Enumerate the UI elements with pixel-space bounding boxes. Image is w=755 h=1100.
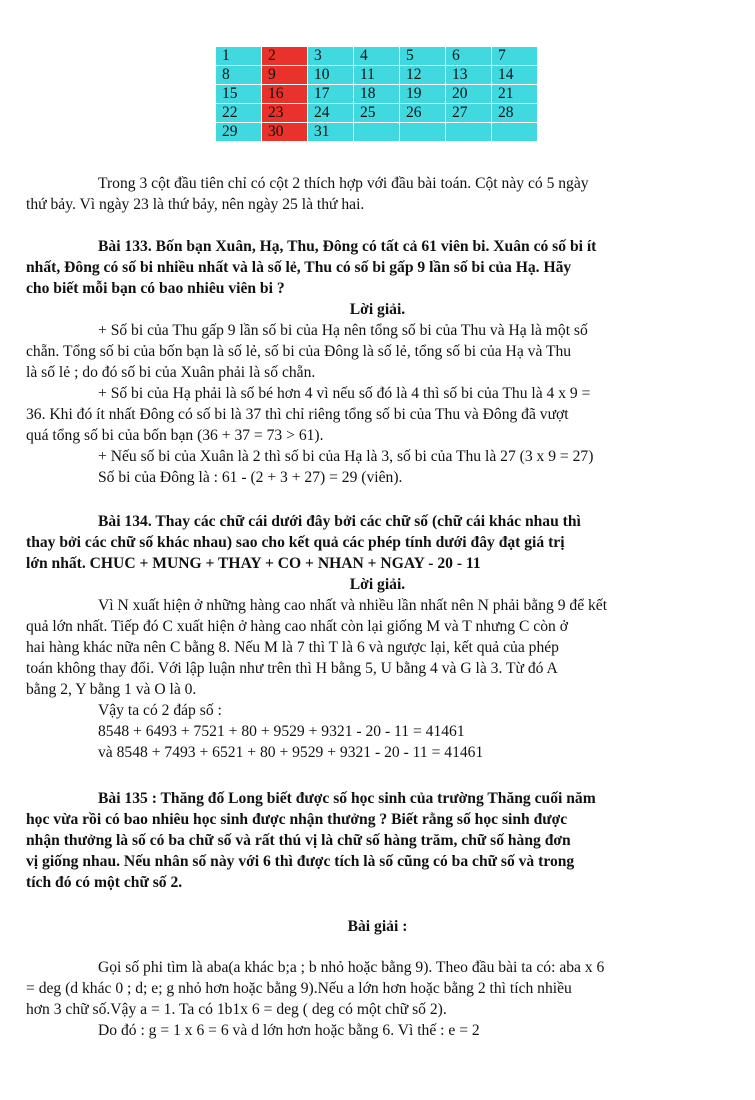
bai133-problem-line-2: nhất, Đông có số bi nhiều nhất và là số lẻ, Thu có số bi gấp 9 lần số bi của Hạ. Hãy bbox=[26, 259, 572, 276]
calendar-cell bbox=[492, 123, 538, 142]
calendar-cell: 9 bbox=[262, 66, 308, 85]
bai133-solution-line-6: quá tổng số bi của bốn bạn (36 + 37 = 73 > 61). bbox=[26, 427, 324, 444]
bai135-solution-line-3: hơn 3 chữ số.Vậy a = 1. Ta có 1b1x 6 = deg ( deg có một chữ số 2). bbox=[26, 1001, 447, 1018]
calendar-cell: 7 bbox=[492, 47, 538, 66]
bai133-problem-line-1: Bài 133. Bốn bạn Xuân, Hạ, Thu, Đông có tất cả 61 viên bi. Xuân có số bi ít bbox=[98, 238, 597, 255]
bai135-problem-line-5: tích đó có một chữ số 2. bbox=[26, 874, 183, 891]
calendar-cell: 11 bbox=[354, 66, 400, 85]
calendar-row bbox=[216, 66, 538, 85]
bai135-problem-line-3: nhận thưởng là số có ba chữ số và rất thú vị là chữ số hàng trăm, chữ số hàng đơn bbox=[26, 832, 571, 849]
calendar-cell: 1 bbox=[216, 47, 262, 66]
bai133-solution-line-1: + Số bi của Thu gấp 9 lần số bi của Hạ nên tổng số bi của Thu và Hạ là một số bbox=[98, 322, 588, 339]
calendar-cell: 28 bbox=[492, 104, 538, 123]
calendar-cell: 16 bbox=[262, 85, 308, 104]
calendar-cell: 19 bbox=[400, 85, 446, 104]
calendar-cell: 5 bbox=[400, 47, 446, 66]
bai134-problem-line-3: lớn nhất. CHUC + MUNG + THAY + CO + NHAN + NGAY - 20 - 11 bbox=[26, 555, 481, 572]
calendar-row bbox=[216, 47, 538, 66]
calendar-cell: 4 bbox=[354, 47, 400, 66]
calendar-cell: 24 bbox=[308, 104, 354, 123]
bai134-solution-line-2: quả lớn nhất. Tiếp đó C xuất hiện ở hàng cao nhất còn lại giống M và T nhưng C còn ở bbox=[26, 618, 568, 635]
bai133-solution-line-4: + Số bi của Hạ phải là số bé hơn 4 vì nếu số đó là 4 thì số bi của Thu là 4 x 9 = bbox=[98, 385, 591, 402]
calendar-cell: 13 bbox=[446, 66, 492, 85]
bai133-solution-line-5: 36. Khi đó ít nhất Đông có số bi là 37 thì chỉ riêng tổng số bi của Thu và Đông đã vượt bbox=[26, 406, 569, 423]
calendar-cell: 27 bbox=[446, 104, 492, 123]
calendar-cell: 12 bbox=[400, 66, 446, 85]
calendar-cell bbox=[354, 123, 400, 142]
bai135-problem-line-1: Bài 135 : Thăng đố Long biết được số học sinh của trường Thăng cuối năm bbox=[98, 790, 596, 807]
bai135-solution-heading: Bài giải : bbox=[347, 918, 408, 935]
bai135-solution-line-1: Gọi số phi tìm là aba(a khác b;a ; b nhỏ hoặc bằng 9). Theo đầu bài ta có: aba x 6 bbox=[98, 959, 605, 976]
calendar-cell: 23 bbox=[262, 104, 308, 123]
calendar-cell bbox=[446, 123, 492, 142]
intro-line-1: Trong 3 cột đầu tiên chỉ có cột 2 thích hợp với đầu bài toán. Cột này có 5 ngày bbox=[98, 175, 589, 192]
bai135-problem-line-2: học vừa rồi có bao nhiêu học sinh được nhận thưởng ? Biết rằng số học sinh được bbox=[26, 811, 568, 828]
calendar-cell: 6 bbox=[446, 47, 492, 66]
bai134-problem-line-1: Bài 134. Thay các chữ cái dưới đây bởi các chữ số (chữ cái khác nhau thì bbox=[98, 513, 581, 530]
calendar-cell: 18 bbox=[354, 85, 400, 104]
bai133-solution-line-3: là số lẻ ; do đó số bi của Xuân phải là số chẵn. bbox=[26, 364, 316, 381]
calendar-row bbox=[216, 123, 538, 142]
calendar-row bbox=[216, 85, 538, 104]
bai134-solution-line-3: hai hàng khác nữa nên C bằng 8. Nếu M là 7 thì T là 6 và ngược lại, kết quả của phép bbox=[26, 639, 559, 656]
calendar-cell: 31 bbox=[308, 123, 354, 142]
calendar-cell: 20 bbox=[446, 85, 492, 104]
bai134-solution-line-8: và 8548 + 7493 + 6521 + 80 + 9529 + 9321 - 20 - 11 = 41461 bbox=[98, 744, 484, 761]
bai134-solution-line-6: Vậy ta có 2 đáp số : bbox=[98, 702, 222, 719]
bai134-solution-line-7: 8548 + 6493 + 7521 + 80 + 9529 + 9321 - 20 - 11 = 41461 bbox=[98, 723, 465, 740]
bai135-solution-line-2: = deg (d khác 0 ; d; e; g nhỏ hơn hoặc bằng 9).Nếu a lớn hơn hoặc bằng 2 thì tích nhiều bbox=[26, 980, 572, 997]
calendar-cell: 17 bbox=[308, 85, 354, 104]
bai135-problem-line-4: vị giống nhau. Nếu nhân số này với 6 thì được tích là số cũng có ba chữ số và trong bbox=[26, 853, 575, 870]
bai133-problem-line-3: cho biết mỗi bạn có bao nhiêu viên bi ? bbox=[26, 280, 285, 297]
calendar-cell: 10 bbox=[308, 66, 354, 85]
bai135-solution-line-4: Do đó : g = 1 x 6 = 6 và d lớn hơn hoặc bằng 6. Vì thế : e = 2 bbox=[98, 1022, 480, 1039]
bai133-solution-line-7: + Nếu số bi của Xuân là 2 thì số bi của Hạ là 3, số bi của Thu là 27 (3 x 9 = 27) bbox=[98, 448, 594, 465]
bai134-solution-line-1: Vì N xuất hiện ở những hàng cao nhất và nhiều lần nhất nên N phải bằng 9 để kết bbox=[98, 597, 608, 614]
bai133-solution-heading: Lời giải. bbox=[349, 301, 406, 318]
bai133-solution-line-8: Số bi của Đông là : 61 - (2 + 3 + 27) = 29 (viên). bbox=[98, 469, 403, 486]
calendar-cell: 3 bbox=[308, 47, 354, 66]
bai134-solution-line-5: bằng 2, Y bằng 1 và O là 0. bbox=[26, 681, 197, 698]
calendar-cell bbox=[400, 123, 446, 142]
calendar-cell: 8 bbox=[216, 66, 262, 85]
calendar-cell: 21 bbox=[492, 85, 538, 104]
calendar-cell: 22 bbox=[216, 104, 262, 123]
bai134-problem-line-2: thay bởi các chữ số khác nhau) sao cho kết quả các phép tính dưới đây đạt giá trị bbox=[26, 534, 565, 551]
bai134-solution-heading: Lời giải. bbox=[349, 576, 406, 593]
calendar-cell: 14 bbox=[492, 66, 538, 85]
calendar-cell: 26 bbox=[400, 104, 446, 123]
calendar-cell: 30 bbox=[262, 123, 308, 142]
calendar-cell: 2 bbox=[262, 47, 308, 66]
calendar-table bbox=[215, 46, 538, 142]
calendar-cell: 25 bbox=[354, 104, 400, 123]
calendar-cell: 15 bbox=[216, 85, 262, 104]
bai133-solution-line-2: chẵn. Tổng số bi của bốn bạn là số lẻ, số bi của Đông là số lẻ, tổng số bi của Hạ và Thu bbox=[26, 343, 572, 360]
intro-line-2: thứ bảy. Vì ngày 23 là thứ bảy, nên ngày 25 là thứ hai. bbox=[26, 196, 365, 213]
calendar-cell: 29 bbox=[216, 123, 262, 142]
bai134-solution-line-4: toán không thay đổi. Với lập luận như trên thì H bằng 5, U bằng 4 và G là 3. Từ đó A bbox=[26, 660, 558, 677]
calendar-row bbox=[216, 104, 538, 123]
